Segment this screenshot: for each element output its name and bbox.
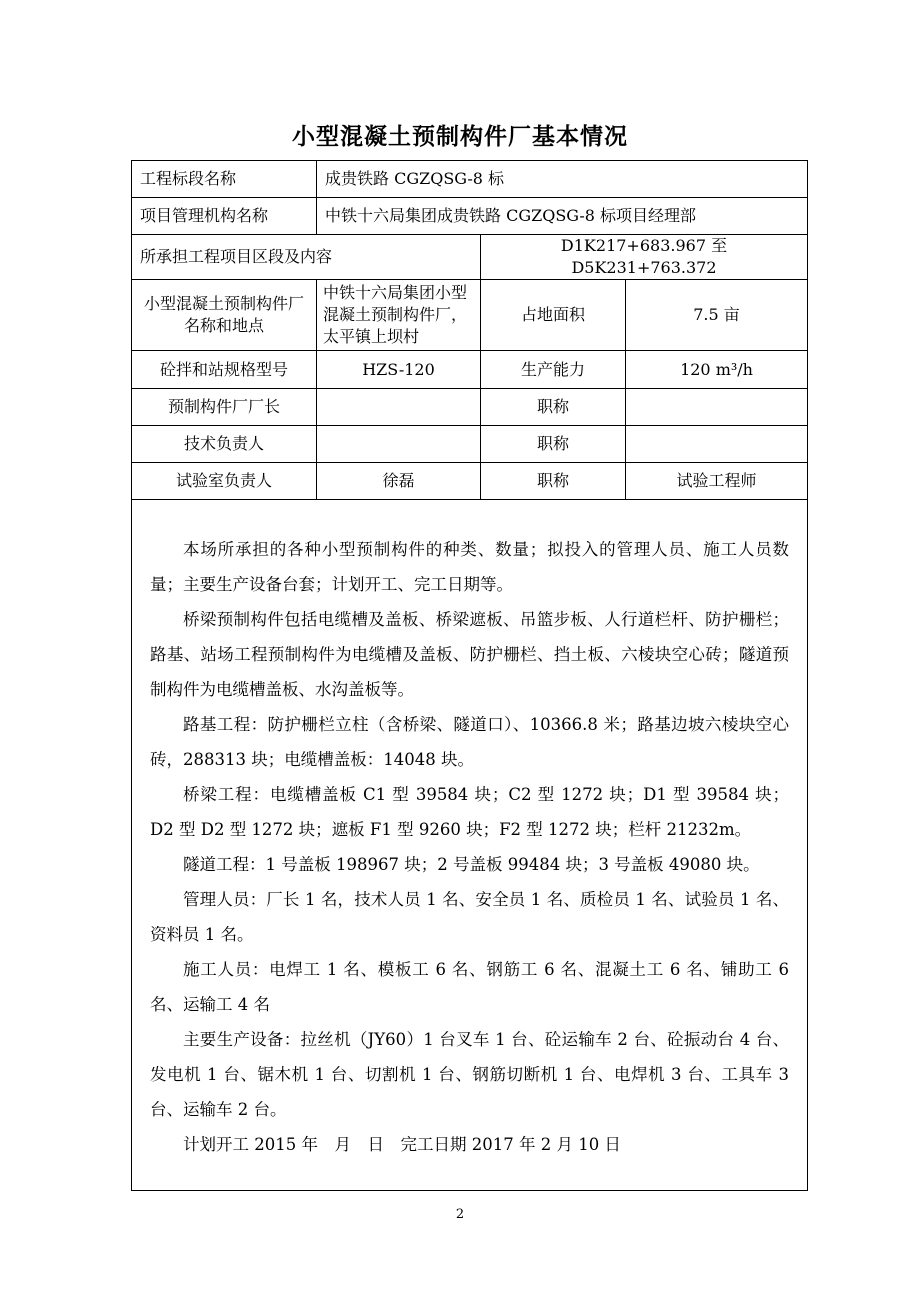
mixer-value: HZS-120 [317,351,481,389]
org-value: 中铁十六局集团成贵铁路 CGZQSG-8 标项目经理部 [317,198,808,235]
area-value: 7.5 亩 [626,280,808,351]
mixer-label: 砼拌和站规格型号 [132,351,317,389]
content-paragraph: 施工人员：电焊工 1 名、模板工 6 名、钢筋工 6 名、混凝土工 6 名、铺助工 6 名、运输工 4 名 [150,960,790,1014]
director-title-value [626,389,808,426]
org-label: 项目管理机构名称 [132,198,317,235]
capacity-value: 120 m³/h [626,351,808,389]
tech-value [317,426,481,463]
table-row [132,198,808,235]
content-paragraph: 管理人员：厂长 1 名，技术人员 1 名、安全员 1 名、质检员 1 名、试验员 1 名、资料员 1 名。 [150,890,790,944]
tech-label: 技术负责人 [132,426,317,463]
tech-title-label: 职称 [481,426,626,463]
scope-label: 所承担工程项目区段及内容 [132,235,481,280]
table-row [132,463,808,500]
lab-title-label: 职称 [481,463,626,500]
director-value [317,389,481,426]
lab-title-value: 试验工程师 [626,463,808,500]
info-table [131,160,808,1191]
content-cell [132,500,808,1191]
table-row [132,161,808,198]
table-row [132,351,808,389]
table-row [132,500,808,1191]
scope-value: D1K217+683.967 至 D5K231+763.372 [481,235,808,280]
content-body [140,528,799,1162]
director-title-label: 职称 [481,389,626,426]
table-row [132,280,808,351]
director-label: 预制构件厂厂长 [132,389,317,426]
lab-value: 徐磊 [317,463,481,500]
table-row [132,235,808,280]
page-number: 2 [455,1207,465,1222]
content-paragraph: 路基工程：防护栅栏立柱（含桥梁、隧道口）、10366.8 米；路基边坡六棱块空心砖，288313 块；电缆槽盖板：14048 块。 [150,715,790,769]
plant-label: 小型混凝土预制构件厂名称和地点 [132,280,317,351]
tech-title-value [626,426,808,463]
content-paragraph: 本场所承担的各种小型预制构件的种类、数量；拟投入的管理人员、施工人员数量；主要生产设备台套；计划开工、完工日期等。 [150,540,790,594]
section-label: 工程标段名称 [132,161,317,198]
section-value: 成贵铁路 CGZQSG-8 标 [317,161,808,198]
table-row [132,426,808,463]
capacity-label: 生产能力 [481,351,626,389]
table-row [132,389,808,426]
content-paragraph: 桥梁工程：电缆槽盖板 C1 型 39584 块；C2 型 1272 块；D1 型 39584 块；D2 型 D2 型 1272 块；遮板 F1 型 9260 块；F2 型 1272 块；栏杆 21232m。 [150,785,790,839]
lab-label: 试验室负责人 [132,463,317,500]
content-paragraph: 桥梁预制构件包括电缆槽及盖板、桥梁遮板、吊篮步板、人行道栏杆、防护栅栏；路基、站场工程预制构件为电缆槽及盖板、防护栅栏、挡土板、六棱块空心砖；隧道预制构件为电缆槽盖板、水沟盖板等。 [150,610,790,699]
plant-value: 中铁十六局集团小型混凝土预制构件厂，太平镇上坝村 [317,280,481,351]
content-paragraph: 主要生产设备：拉丝机（JY60）1 台叉车 1 台、砼运输车 2 台、砼振动台 4 台、发电机 1 台、锯木机 1 台、切割机 1 台、钢筋切断机 1 台、电焊机 3 台、工具车 3 台、运输车 2 台。 [150,1030,790,1119]
content-paragraph: 隧道工程：1 号盖板 198967 块；2 号盖板 99484 块；3 号盖板 49080 块。 [183,855,760,874]
page-title: 小型混凝土预制构件厂基本情况 [292,124,628,150]
area-label: 占地面积 [481,280,626,351]
content-paragraph: 计划开工 2015 年 月 日 完工日期 2017 年 2 月 10 日 [183,1135,621,1154]
